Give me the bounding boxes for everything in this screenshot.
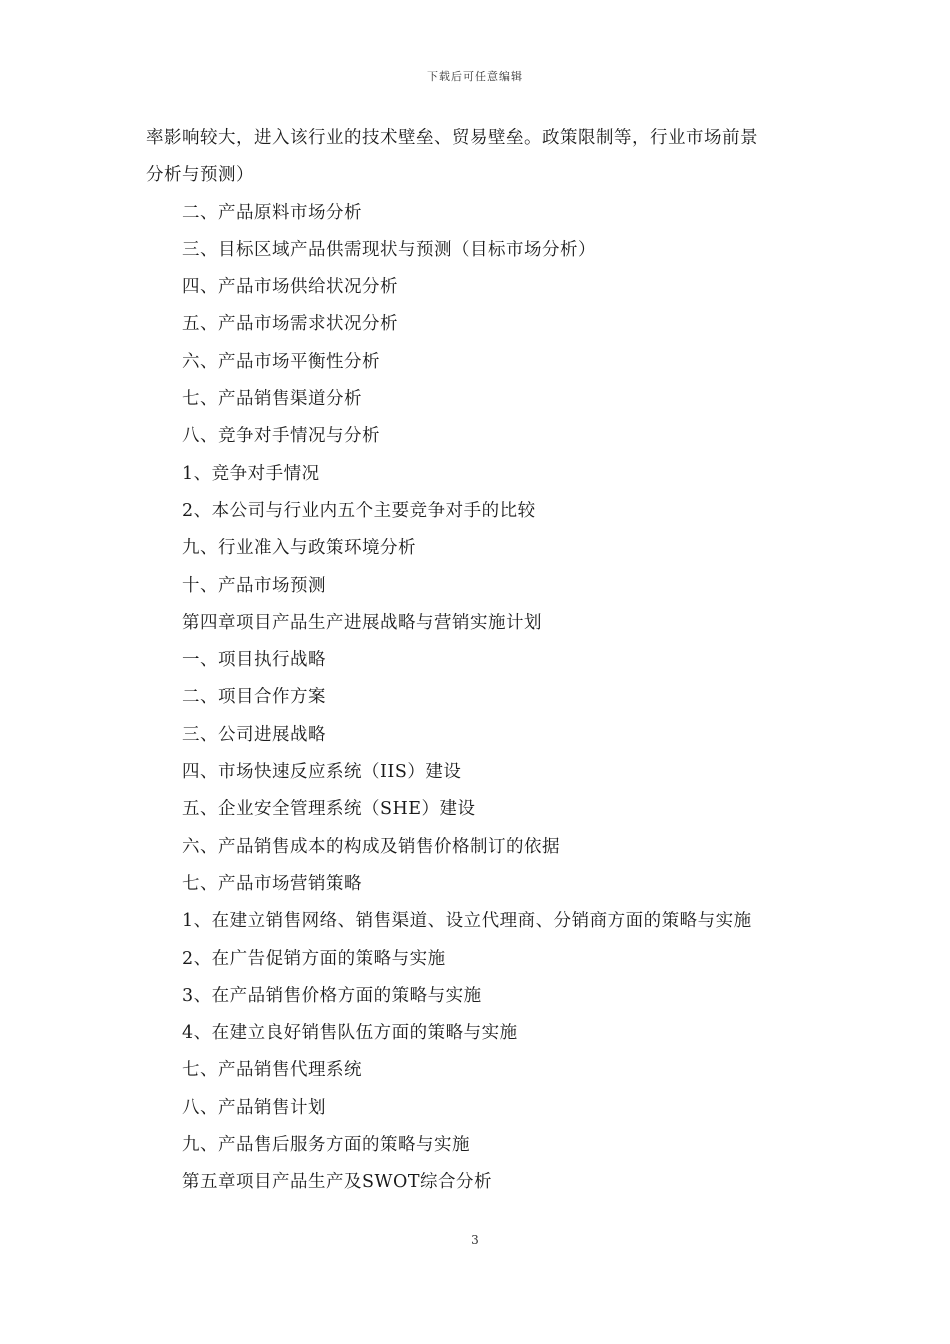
toc-line: 八、竞争对手情况与分析 bbox=[182, 426, 380, 447]
toc-line: 四、产品市场供给状况分析 bbox=[182, 277, 398, 298]
chapter-heading: 第五章项目产品生产及SWOT综合分析 bbox=[182, 1172, 492, 1193]
page-number: 3 bbox=[471, 1233, 479, 1247]
toc-line: 3、在产品销售价格方面的策略与实施 bbox=[182, 985, 482, 1006]
toc-line: 九、行业准入与政策环境分析 bbox=[182, 538, 416, 559]
toc-line: 二、产品原料市场分析 bbox=[182, 202, 362, 223]
toc-line: 三、公司进展战略 bbox=[182, 724, 326, 745]
toc-line: 七、产品销售渠道分析 bbox=[182, 389, 362, 410]
page-header: 下载后可任意编辑 bbox=[427, 70, 523, 83]
toc-line: 七、产品市场营销策略 bbox=[182, 873, 362, 894]
chapter-heading: 第四章项目产品生产进展战略与营销实施计划 bbox=[182, 612, 542, 633]
intro-paragraph-line-1: 率影响较大，进入该行业的技术壁垒、贸易壁垒。政策限制等，行业市场前景 bbox=[146, 128, 758, 148]
toc-line: 4、在建立良好销售队伍方面的策略与实施 bbox=[182, 1023, 518, 1044]
intro-paragraph-line-2: 分析与预测） bbox=[146, 165, 254, 186]
toc-line: 五、企业安全管理系统（SHE）建设 bbox=[182, 799, 476, 820]
toc-line: 2、在广告促销方面的策略与实施 bbox=[182, 948, 446, 969]
toc-line: 二、项目合作方案 bbox=[182, 687, 326, 708]
toc-line: 1、竞争对手情况 bbox=[182, 463, 320, 484]
toc-line: 1、在建立销售网络、销售渠道、设立代理商、分销商方面的策略与实施 bbox=[182, 911, 752, 932]
toc-line: 八、产品销售计划 bbox=[182, 1097, 326, 1118]
toc-line: 九、产品售后服务方面的策略与实施 bbox=[182, 1135, 470, 1156]
toc-line: 一、项目执行战略 bbox=[182, 650, 326, 671]
toc-line: 六、产品销售成本的构成及销售价格制订的依据 bbox=[182, 836, 560, 857]
toc-line: 七、产品销售代理系统 bbox=[182, 1060, 362, 1081]
document-body bbox=[146, 120, 816, 1202]
toc-line: 2、本公司与行业内五个主要竞争对手的比较 bbox=[182, 500, 536, 521]
toc-line: 六、产品市场平衡性分析 bbox=[182, 351, 380, 372]
toc-line: 五、产品市场需求状况分析 bbox=[182, 314, 398, 335]
toc-line: 十、产品市场预测 bbox=[182, 575, 326, 596]
toc-line: 四、市场快速反应系统（IIS）建设 bbox=[182, 762, 462, 783]
toc-line: 三、目标区域产品供需现状与预测（目标市场分析） bbox=[182, 239, 596, 260]
